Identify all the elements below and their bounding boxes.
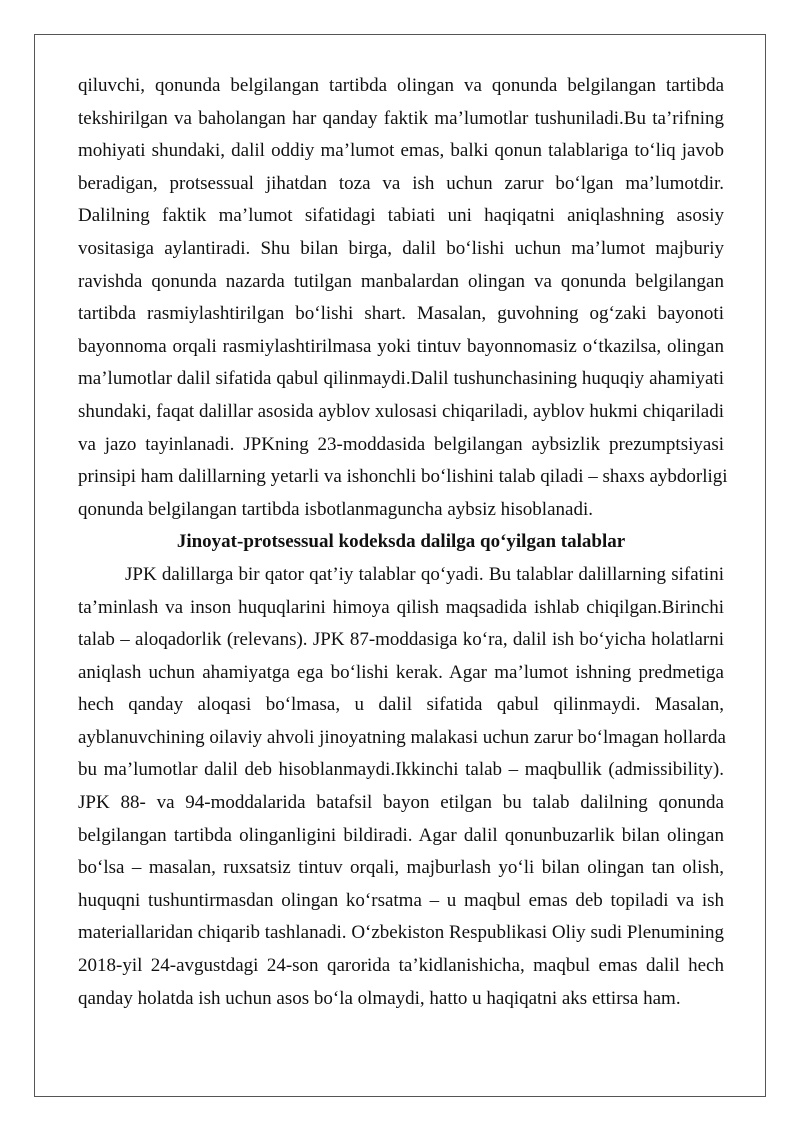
- text-line: ta’minlash va inson huquqlarini himoya qilish maqsadida ishlab chiqilgan.Birinchi: [78, 596, 724, 618]
- text-line: qonunda belgilangan tartibda isbotlanmaguncha aybsiz hisoblanadi.: [78, 498, 593, 520]
- text-line: bo‘lsa – masalan, ruxsatsiz tintuv orqali, majburlash yo‘li bilan olingan tan olish,: [78, 857, 724, 879]
- text-line: prinsipi ham dalillarning yetarli va ishonchli bo‘lishini talab qiladi – shaxs aybdorligi: [78, 466, 728, 488]
- text-line: ayblanuvchining oilaviy ahvoli jinoyatning malakasi uchun zarur bo‘lmagan hollarda: [78, 726, 726, 748]
- text-line: talab – aloqadorlik (relevans). JPK 87-moddasiga ko‘ra, dalil ish bo‘yicha holatlarni: [78, 629, 724, 651]
- text-line: ravishda qonunda nazarda tutilgan manbalardan olingan va qonunda belgilangan: [78, 270, 724, 292]
- text-line: tekshirilgan va baholangan har qanday faktik ma’lumotlar tushuniladi.Bu ta’rifning: [78, 107, 724, 129]
- text-line: ma’lumotlar dalil sifatida qabul qilinmaydi.Dalil tushunchasining huquqiy ahamiyati: [78, 368, 724, 390]
- section-heading: Jinoyat-protsessual kodeksda dalilga qo‘yilgan talablar: [176, 531, 626, 553]
- text-line: bayonnoma orqali rasmiylashtirilmasa yoki tintuv bayonnomasiz o‘tkazilsa, olingan: [78, 335, 724, 357]
- text-line: Dalilning faktik ma’lumot sifatidagi tabiati uni haqiqatni aniqlashning asosiy: [78, 205, 724, 227]
- text-line: JPK dalillarga bir qator qat’iy talablar qo‘yadi. Bu talablar dalillarning sifatini: [125, 563, 724, 585]
- text-line: shundaki, faqat dalillar asosida ayblov xulosasi chiqariladi, ayblov hukmi chiqariladi: [78, 400, 724, 422]
- paragraph-requirements: [78, 559, 724, 1015]
- text-line: bu ma’lumotlar dalil deb hisoblanmaydi.Ikkinchi talab – maqbullik (admissibility).: [78, 759, 724, 781]
- text-line: JPK 88- va 94-moddalarida batafsil bayon etilgan bu talab dalilning qonunda: [78, 792, 724, 814]
- text-line: aniqlash uchun ahamiyatga ega bo‘lishi kerak. Agar ma’lumot ishning predmetiga: [78, 661, 724, 683]
- text-line: vositasiga aylantiradi. Shu bilan birga, dalil bo‘lishi uchun ma’lumot majburiy: [78, 237, 724, 259]
- text-line: belgilangan tartibda olinganligini bildiradi. Agar dalil qonunbuzarlik bilan olingan: [78, 824, 724, 846]
- text-line: beradigan, protsessual jihatdan toza va ish uchun zarur bo‘lgan ma’lumotdir.: [78, 172, 724, 194]
- text-line: 2018-yil 24-avgustdagi 24-son qarorida ta’kidlanishicha, maqbul emas dalil hech: [78, 955, 724, 977]
- text-line: va jazo tayinlanadi. JPKning 23-moddasida belgilangan aybsizlik prezumptsiyasi: [78, 433, 724, 455]
- text-line: qiluvchi, qonunda belgilangan tartibda olingan va qonunda belgilangan tartibda: [78, 75, 724, 96]
- paragraph-definition: [78, 70, 728, 526]
- text-line: mohiyati shundaki, dalil oddiy ma’lumot emas, balki qonun talablariga to‘liq javob: [78, 140, 724, 162]
- text-line: materiallaridan chiqarib tashlanadi. O‘zbekiston Respublikasi Oliy sudi Plenumining: [78, 922, 724, 944]
- text-line: tartibda rasmiylashtirilgan bo‘lishi shart. Masalan, guvohning og‘zaki bayonoti: [78, 303, 724, 325]
- document-body: [78, 70, 728, 1015]
- text-line: qanday holatda ish uchun asos bo‘la olmaydi, hatto u haqiqatni aks ettirsa ham.: [78, 987, 681, 1009]
- text-line: huquqni tushuntirmasdan olingan ko‘rsatma – u maqbul emas deb topiladi va ish: [78, 889, 724, 911]
- text-line: hech qanday aloqasi bo‘lmasa, u dalil sifatida qabul qilinmaydi. Masalan,: [78, 694, 724, 716]
